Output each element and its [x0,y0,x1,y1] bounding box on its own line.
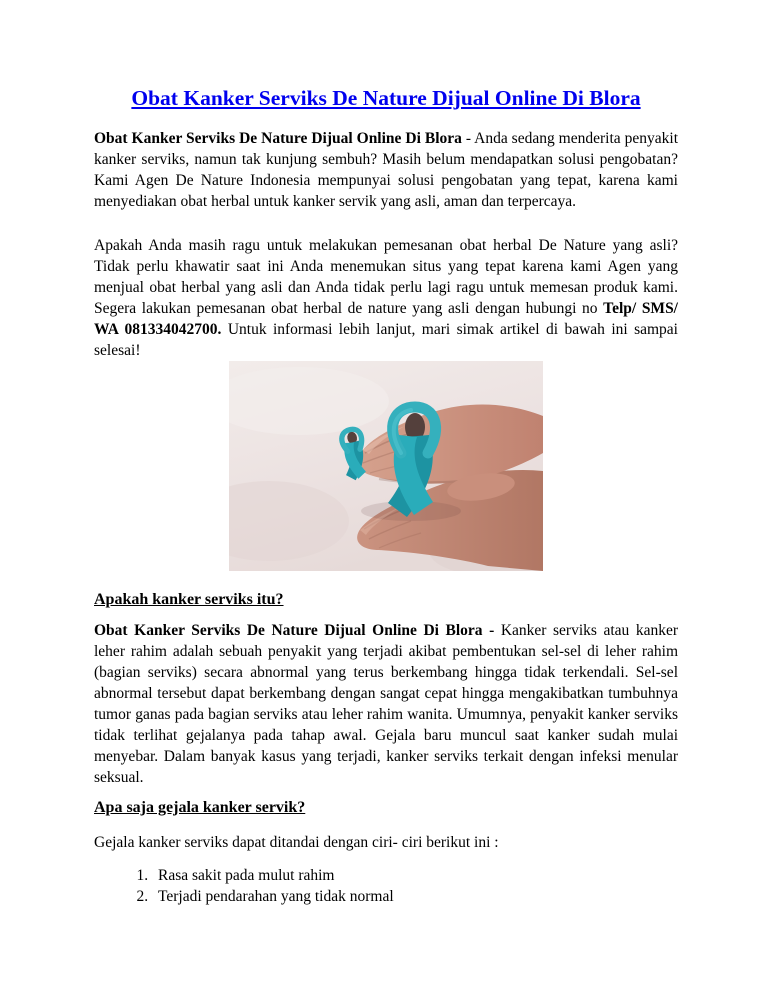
intro-text: - Anda sedang menderita penyakit kanker serviks, namun tak kunjung sembuh? Masih belum mendapatkan solusi pengobatan? Kami Agen De Nature Indonesia mempunyai solusi pengobatan yang tepat, karena kami menyediakan obat herbal untuk kanker servik yang asli, aman dan terpercaya. [94,130,678,210]
what-is-paragraph [94,620,678,788]
heading-what-is: Apakah kanker serviks itu? [94,591,284,608]
symptom-item-2: 2. Terjadi pendarahan yang tidak normal [152,886,678,907]
ribbon-photo [229,361,543,571]
order-text-after: Untuk informasi lebih lanjut, mari simak artikel di bawah ini sampai selesai! [94,321,678,359]
symptoms-list [94,865,678,907]
symptom-item-1: 1. Rasa sakit pada mulut rahim [152,865,678,886]
intro-bold-lead: Obat Kanker Serviks De Nature Dijual Online Di Blora [94,130,462,147]
what-is-bold-lead: Obat Kanker Serviks De Nature Dijual Online Di Blora - [94,622,501,639]
intro-paragraph [94,128,678,212]
symptoms-intro: Gejala kanker serviks dapat ditandai dengan ciri- ciri berikut ini : [94,834,499,851]
page-title [94,85,678,111]
what-is-text: Kanker serviks atau kanker leher rahim adalah sebuah penyakit yang terjadi akibat pembentukan sel-sel di leher rahim (bagian serviks) secara abnormal yang terus berkembang hingga tidak terkendali. Sel-sel abnormal tersebut dapat berkembang dengan sangat cepat hingga mengakibatkan tumbuhnya tumor ganas pada bagian serviks atau leher rahim wanita. Umumnya, penyakit kanker serviks tidak terlihat gejalanya pada tahap awal. Gejala baru muncul saat kanker sudah mulai menyebar. Dalam banyak kasus yang terjadi, kanker serviks terkait dengan infeksi menular seksual. [94,622,678,786]
title-link[interactable]: Obat Kanker Serviks De Nature Dijual Online Di Blora [131,86,641,110]
contact-number: Telp/ SMS/ WA 081334042700. [94,300,678,338]
heading-symptoms: Apa saja gejala kanker servik? [94,799,306,816]
order-paragraph [94,235,678,361]
order-text-before: Apakah Anda masih ragu untuk melakukan pemesanan obat herbal De Nature yang asli? Tidak perlu khawatir saat ini Anda menemukan situs yang tepat karena kami Agen yang menjual obat herbal yang asli dan Anda tidak perlu lagi ragu untuk memesan produk kami. Segera lakukan pemesanan obat herbal de nature yang asli dengan hubungi no [94,237,678,317]
ribbon-photo-illustration [229,361,543,571]
